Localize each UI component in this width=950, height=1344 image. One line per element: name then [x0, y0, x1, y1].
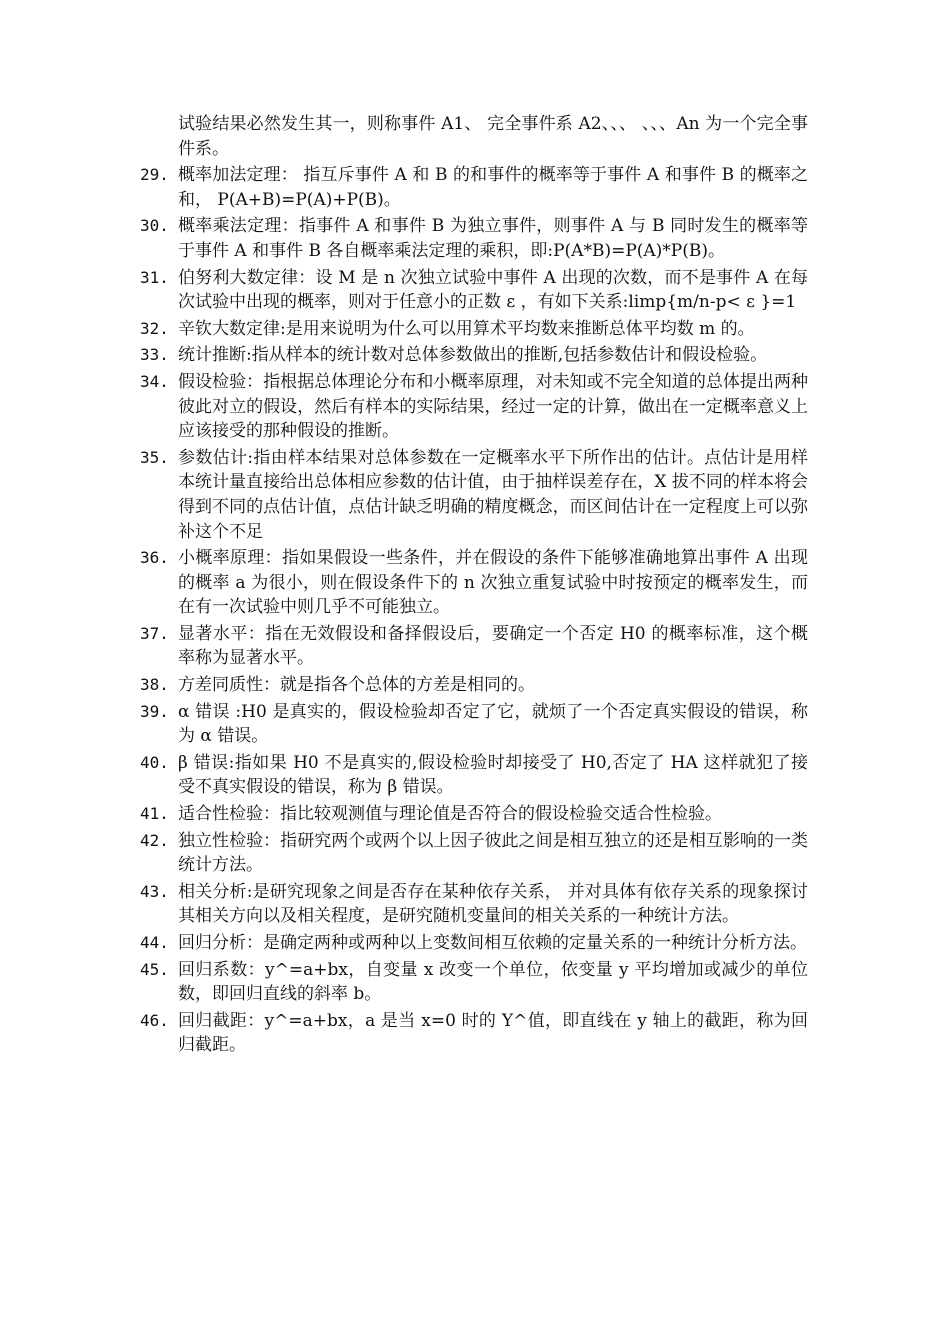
item-number: 34.: [140, 371, 169, 391]
item-text: 概率乘法定理：指事件 A 和事件 B 为独立事件，则事件 A 与 B 同时发生的概率等于事件 A 和事件 B 各自概率乘法定理的乘积，即:P(A*B)=P(A)*P(B)。: [178, 216, 808, 261]
list-item: [140, 546, 808, 620]
item-number: 45.: [140, 959, 169, 979]
list-item: [140, 700, 808, 749]
item-number: 42.: [140, 830, 169, 850]
item-number: 33.: [140, 345, 169, 365]
list-item: [140, 751, 808, 800]
item-text: 概率加法定理： 指互斥事件 A 和 B 的和事件的概率等于事件 A 和事件 B 的概率之和， P(A+B)=P(A)+P(B)。: [178, 165, 808, 210]
list-item: [140, 1009, 808, 1058]
items-container: [140, 163, 808, 1058]
continuation-paragraph: 试验结果必然发生其一，则称事件 A1、 完全事件系 A2、、、 、、、An 为一个完全事件系。: [178, 114, 808, 159]
item-text: 小概率原理：指如果假设一些条件，并在假设的条件下能够准确地算出事件 A 出现的概率 a 为很小，则在假设条件下的 n 次独立重复试验中时按预定的概率发生，而在有一次试验中则几乎不可能独立。: [178, 548, 808, 618]
item-text: 参数估计:指由样本结果对总体参数在一定概率水平下所作出的估计。点估计是用样本统计量直接给出总体相应参数的估计值，由于抽样误差存在，X 拔不同的样本将会得到不同的点估计值，点估计缺乏明确的精度概念，而区间估计在一定程度上可以弥补这个不足: [178, 447, 808, 542]
list-item: [140, 958, 808, 1007]
list-item: [140, 622, 808, 671]
item-text: 方差同质性：就是指各个总体的方差是相同的。: [178, 675, 535, 696]
item-number: 30.: [140, 216, 169, 236]
item-number: 40.: [140, 752, 169, 772]
list-item: [140, 446, 808, 544]
item-text: 独立性检验：指研究两个或两个以上因子彼此之间是相互独立的还是相互影响的一类统计方法。: [178, 830, 808, 876]
item-text: β 错误:指如果 H0 不是真实的,假设检验时却接受了 H0,否定了 HA 这样就犯了接受不真实假设的错误，称为 β 错误。: [178, 752, 808, 798]
item-number: 41.: [140, 804, 169, 824]
item-number: 36.: [140, 548, 169, 568]
item-number: 35.: [140, 447, 169, 467]
item-number: 46.: [140, 1010, 169, 1030]
list-item: [140, 880, 808, 929]
item-number: 32.: [140, 318, 169, 338]
item-text: 回归分析：是确定两种或两种以上变数间相互依赖的定量关系的一种统计分析方法。: [178, 933, 807, 953]
list-item: [140, 931, 808, 956]
item-number: 37.: [140, 623, 169, 643]
item-number: 44.: [140, 933, 169, 952]
item-text: 假设检验：指根据总体理论分布和小概率原理，对未知或不完全知道的总体提出两种彼此对立的假设，然后有样本的实际结果，经过一定的计算，做出在一定概率意义上应该接受的那种假设的推断。: [178, 371, 808, 442]
item-text: 统计推断:指从样本的统计数对总体参数做出的推断,包括参数估计和假设检验。: [178, 345, 768, 366]
item-text: 伯努利大数定律：设 M 是 n 次独立试验中事件 A 出现的次数，而不是事件 A 在每次试验中出现的概率，则对于任意小的正数 ε ，有如下关系:limp{m/n-p< ε }=1: [178, 267, 808, 313]
list-item: [140, 214, 808, 263]
list-item: [140, 266, 808, 315]
item-text: α 错误 :H0 是真实的，假设检验却否定了它，就烦了一个否定真实假设的错误，称为 α 错误。: [178, 701, 808, 747]
list-item: [140, 163, 808, 212]
item-text: 显著水平：指在无效假设和备择假设后，要确定一个否定 H0 的概率标准，这个概率称为显著水平。: [178, 623, 808, 669]
item-number: 43.: [140, 881, 169, 901]
item-number: 31.: [140, 267, 169, 287]
list-item: [140, 343, 808, 368]
list-item: [140, 317, 808, 342]
list-item: [140, 673, 808, 698]
item-text: 适合性检验：指比较观测值与理论值是否符合的假设检验交适合性检验。: [178, 804, 722, 825]
item-text: 回归系数：y^=a+bx，自变量 x 改变一个单位，依变量 y 平均增加或减少的单位数，即回归直线的斜率 b。: [178, 959, 808, 1005]
item-text: 回归截距：y^=a+bx，a 是当 x=0 时的 Y^值，即直线在 y 轴上的截距，称为回归截距。: [178, 1010, 808, 1056]
item-text: 辛钦大数定律:是用来说明为什么可以用算术平均数来推断总体平均数 m 的。: [178, 318, 755, 339]
list-item: [140, 829, 808, 878]
definition-list: [140, 112, 808, 1060]
item-number: 38.: [140, 675, 169, 695]
list-item: [140, 802, 808, 827]
list-item: [140, 370, 808, 444]
item-text: 相关分析:是研究现象之间是否存在某种依存关系， 并对具体有依存关系的现象探讨其相关方向以及相关程度，是研究随机变量间的相关关系的一种统计方法。: [178, 881, 808, 927]
item-number: 29.: [140, 165, 169, 185]
item-number: 39.: [140, 701, 169, 721]
